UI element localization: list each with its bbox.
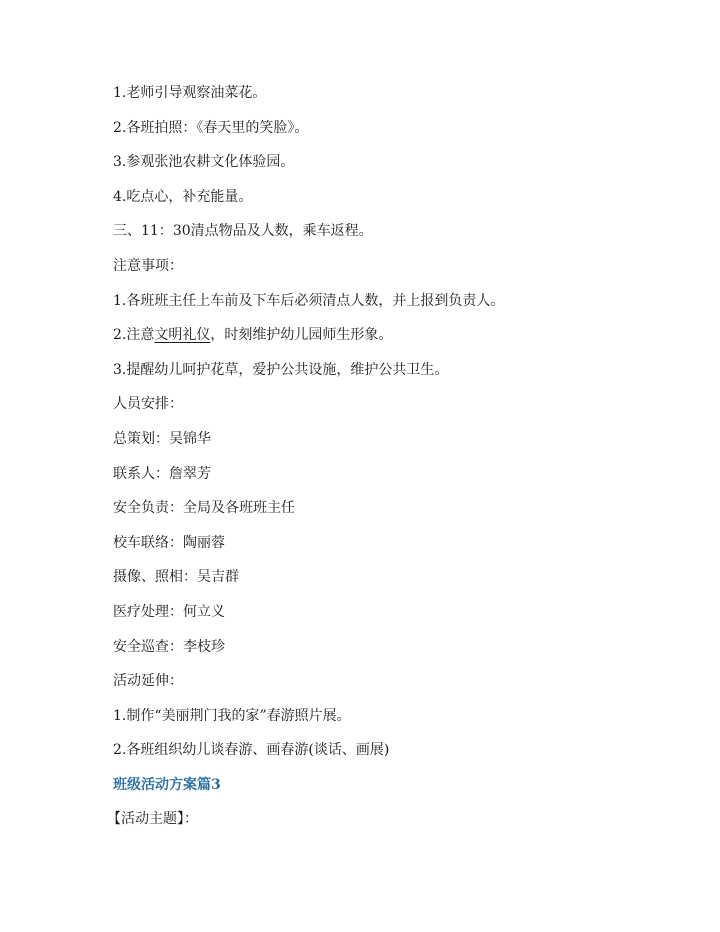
- note-headcount: 1.各班班主任上车前及下车后必须清点人数，并上报到负责人。: [113, 292, 505, 309]
- note-etiquette-suffix: ，时刻维护幼儿园师生形象。: [210, 327, 393, 344]
- staff-contact: 联系人：詹翠芳: [113, 465, 211, 482]
- document-body: [107, 83, 673, 844]
- step-class-photos: 2.各班拍照：《春天里的笑脸》。: [113, 119, 309, 136]
- note-protect-plants: 3.提醒幼儿呵护花草，爱护公共设施，维护公共卫生。: [113, 361, 449, 378]
- section-heading: 班级活动方案篇3: [113, 776, 221, 793]
- section-return-trip: 三、11：30清点物品及人数，乘车返程。: [113, 223, 373, 240]
- notes-heading: 注意事项：: [113, 257, 183, 274]
- activity-theme-label: 【活动主题】：: [107, 811, 198, 828]
- note-etiquette: [113, 325, 673, 345]
- staff-medical: 医疗处理：何立义: [113, 603, 225, 620]
- step-visit-farm-park: 3.参观张池农耕文化体验园。: [113, 154, 295, 171]
- step-observe-rapeseed: 1.老师引导观察油菜花。: [113, 85, 267, 101]
- staff-photography: 摄像、照相：吴吉群: [113, 569, 239, 586]
- extension-heading: 活动延伸：: [113, 673, 183, 690]
- note-etiquette-underlined: 文明礼仪: [154, 327, 211, 344]
- note-etiquette-prefix: 2.注意: [113, 327, 155, 344]
- step-snack: 4.吃点心，补充能量。: [113, 188, 253, 205]
- staff-patrol: 安全巡查：李枝珍: [113, 638, 225, 655]
- extension-discussion: 2.各班组织幼儿谈春游、画春游(谈话、画展): [113, 742, 390, 759]
- staff-safety: 安全负责：全局及各班班主任: [113, 500, 295, 517]
- staff-bus: 校车联络：陶丽蓉: [113, 534, 225, 551]
- extension-photo-exhibit: 1.制作“美丽荆门我的家”春游照片展。: [113, 707, 351, 724]
- staff-heading: 人员安排：: [113, 396, 183, 413]
- staff-planner: 总策划：吴锦华: [113, 430, 211, 447]
